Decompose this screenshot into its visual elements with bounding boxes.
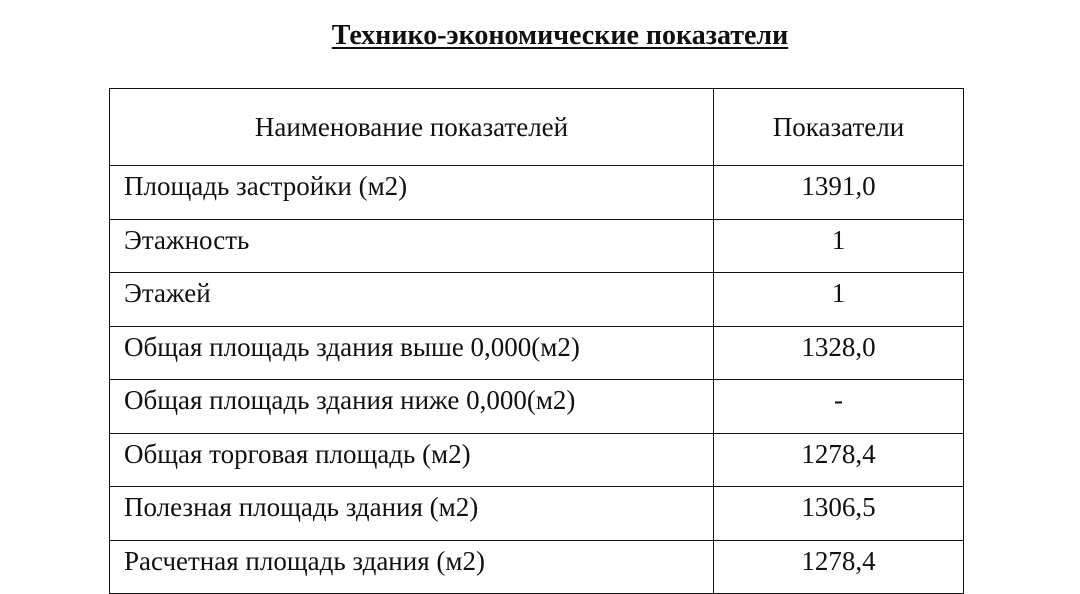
table-row [110,219,964,273]
indicator-name: Этажей [110,273,714,327]
table-row [110,540,964,594]
page-title: Технико-экономические показатели [331,20,789,51]
indicator-value: 1 [714,219,964,273]
indicator-name: Общая площадь здания ниже 0,000(м2) [110,380,714,434]
indicator-value: 1 [714,273,964,327]
table-header-row [110,89,964,166]
table-row [110,487,964,541]
table-row [110,380,964,434]
indicator-value: 1391,0 [714,166,964,220]
column-header-name: Наименование показателей [110,89,714,166]
table-row [110,326,964,380]
indicator-name: Общая площадь здания выше 0,000(м2) [110,326,714,380]
indicator-value: 1278,4 [714,540,964,594]
indicator-value: - [714,380,964,434]
indicator-name: Полезная площадь здания (м2) [110,487,714,541]
table-row [110,166,964,220]
column-header-value: Показатели [714,89,964,166]
indicator-value: 1306,5 [714,487,964,541]
indicator-value: 1278,4 [714,433,964,487]
table-row [110,433,964,487]
indicator-name: Этажность [110,219,714,273]
indicator-name: Площадь застройки (м2) [110,166,714,220]
indicators-table [109,88,964,594]
table-row [110,273,964,327]
indicator-value: 1328,0 [714,326,964,380]
indicator-name: Общая торговая площадь (м2) [110,433,714,487]
indicator-name: Расчетная площадь здания (м2) [110,540,714,594]
